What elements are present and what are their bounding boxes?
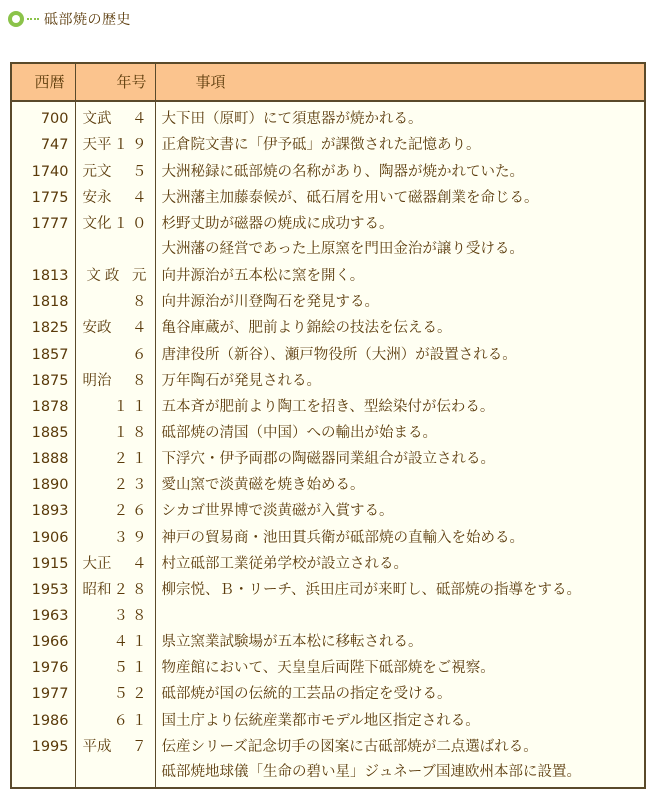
era-name: 文武 [82,111,112,127]
era-cell [75,343,155,369]
table-row [11,499,645,525]
era-number: ２８ [113,581,151,598]
year-cell: 1995 [11,735,75,787]
event-cell: 正倉院文書に「伊予砥」が課徴された記憶あり。 [155,133,645,159]
year-cell: 1740 [11,160,75,186]
year-cell: 1878 [11,395,75,421]
year-cell: 1976 [11,656,75,682]
table-filler-row [11,787,645,788]
era-number: １９ [113,137,151,154]
era-name: 明治 [82,372,112,389]
era-number: ４ [132,111,151,127]
era-cell [75,578,155,604]
era-number: ６ [132,346,151,363]
era-cell [75,316,155,342]
event-cell: 大下田（原町）にて須恵器が焼かれる。 [155,101,645,133]
era-cell [75,682,155,708]
era-cell [75,133,155,159]
era-number: ３９ [113,529,151,546]
era-number: ５ [132,163,151,180]
era-cell [75,290,155,316]
era-cell [75,421,155,447]
year-cell: 1875 [11,369,75,395]
filler-cell [75,787,155,788]
header-era: 年号 [75,63,155,101]
table-row [11,290,645,316]
era-number: 文政 元 [86,268,151,285]
event-cell: 亀谷庫蔵が、肥前より錦絵の技法を伝える。 [155,316,645,342]
table-row [11,552,645,578]
event-cell: 向井源治が五本松に窯を開く。 [155,264,645,290]
era-cell [75,735,155,787]
era-name: 平成 [82,738,112,755]
year-cell: 1818 [11,290,75,316]
year-cell: 1775 [11,186,75,212]
event-cell: 五本斉が肥前より陶工を招き、型絵染付が伝わる。 [155,395,645,421]
table-row [11,656,645,682]
era-name: 大正 [82,555,112,572]
table-row [11,421,645,447]
dotted-line-icon [27,18,39,20]
event-cell: 村立砥部工業従弟学校が設立される。 [155,552,645,578]
era-cell [75,499,155,525]
era-number: ５１ [113,660,151,677]
era-cell [75,101,155,133]
table-row [11,709,645,735]
year-cell: 1857 [11,343,75,369]
filler-cell [155,787,645,788]
event-cell: 向井源治が川登陶石を発見する。 [155,290,645,316]
table-row [11,343,645,369]
year-cell: 1953 [11,578,75,604]
era-number: ４ [132,555,151,572]
year-cell: 1977 [11,682,75,708]
era-name: 文化 [82,215,112,232]
table-row [11,316,645,342]
era-number: ８ [132,294,151,311]
year-cell: 1888 [11,447,75,473]
year-cell: 1986 [11,709,75,735]
era-number: ６１ [113,712,151,729]
header-year: 西暦 [11,63,75,101]
era-number: ４ [132,189,151,206]
event-cell: 杉野丈助が磁器の焼成に成功する。 大洲藩の経営であった上原窯を門田金治が譲り受ける。 [155,212,645,264]
year-cell: 700 [11,101,75,133]
table-header-row [11,63,645,101]
history-table [10,62,646,789]
era-cell [75,447,155,473]
page-title: 砥部焼の歴史 [44,12,131,28]
event-cell: 砥部焼が国の伝統的工芸品の指定を受ける。 [155,682,645,708]
era-cell [75,630,155,656]
table-row [11,369,645,395]
year-cell: 1906 [11,526,75,552]
event-cell [155,604,645,630]
table-row [11,473,645,499]
era-number: ２１ [113,451,151,468]
table-row [11,682,645,708]
era-cell [75,160,155,186]
table-row [11,160,645,186]
header-event: 事項 [155,63,645,101]
table-row [11,101,645,133]
bullet-circle-icon [8,11,24,27]
event-cell: 柳宗悦、Ｂ・リーチ、浜田庄司が来町し、砥部焼の指導をする。 [155,578,645,604]
year-cell: 1893 [11,499,75,525]
era-name: 安永 [82,189,112,206]
table-row [11,395,645,421]
era-cell [75,473,155,499]
event-cell: 伝産シリーズ記念切手の図案に古砥部焼が二点選ばれる。 砥部焼地球儀「生命の碧い星」ジュネーブ国連欧州本部に設置。 [155,735,645,787]
era-number: ５２ [113,686,151,703]
era-number: １８ [113,424,151,441]
era-number: ７ [132,738,151,755]
table-row [11,264,645,290]
event-cell: 大洲藩主加藤泰候が、砥石屑を用いて磁器創業を命じる。 [155,186,645,212]
event-cell: 大洲秘録に砥部焼の名称があり、陶器が焼かれていた。 [155,160,645,186]
year-cell: 1963 [11,604,75,630]
year-cell: 1777 [11,212,75,264]
era-name: 天平 [82,137,112,154]
year-cell: 1915 [11,552,75,578]
year-cell: 1885 [11,421,75,447]
event-cell: 神戸の貿易商・池田貫兵衛が砥部焼の直輸入を始める。 [155,526,645,552]
event-cell: 下浮穴・伊予両郡の陶磁器同業組合が設立される。 [155,447,645,473]
table-row [11,526,645,552]
era-cell [75,264,155,290]
era-number: ３８ [113,607,151,624]
era-number: ２６ [113,503,151,520]
table-row [11,735,645,787]
era-number: ８ [132,372,151,389]
table-row [11,212,645,264]
era-number: ４ [132,320,151,337]
table-row [11,604,645,630]
era-number: ２３ [113,477,151,494]
year-cell: 1825 [11,316,75,342]
event-cell: 愛山窯で淡黄磁を焼き始める。 [155,473,645,499]
year-cell: 1813 [11,264,75,290]
event-cell: 唐津役所（新谷）、瀬戸物役所（大洲）が設置される。 [155,343,645,369]
era-cell [75,212,155,264]
era-cell [75,186,155,212]
era-cell [75,395,155,421]
era-number: ４１ [113,634,151,651]
year-cell: 1890 [11,473,75,499]
event-cell: シカゴ世界博で淡黄磁が入賞する。 [155,499,645,525]
year-cell: 1966 [11,630,75,656]
table-row [11,133,645,159]
era-name: 昭和 [82,581,112,598]
era-cell [75,604,155,630]
era-cell [75,656,155,682]
event-cell: 砥部焼の清国（中国）への輸出が始まる。 [155,421,645,447]
event-cell: 県立窯業試験場が五本松に移転される。 [155,630,645,656]
era-number: １０ [113,215,151,232]
table-row [11,447,645,473]
section-heading [8,8,131,30]
year-cell: 747 [11,133,75,159]
event-cell: 物産館において、天皇皇后両陛下砥部焼をご視察。 [155,656,645,682]
era-name: 元文 [82,163,112,180]
era-cell [75,369,155,395]
era-cell [75,552,155,578]
table-row [11,630,645,656]
era-number: １１ [113,398,151,415]
table-row [11,186,645,212]
era-cell [75,526,155,552]
era-name: 安政 [82,320,112,337]
table-row [11,578,645,604]
era-cell [75,709,155,735]
event-cell: 国土庁より伝統産業都市モデル地区指定される。 [155,709,645,735]
filler-cell [11,787,75,788]
event-cell: 万年陶石が発見される。 [155,369,645,395]
